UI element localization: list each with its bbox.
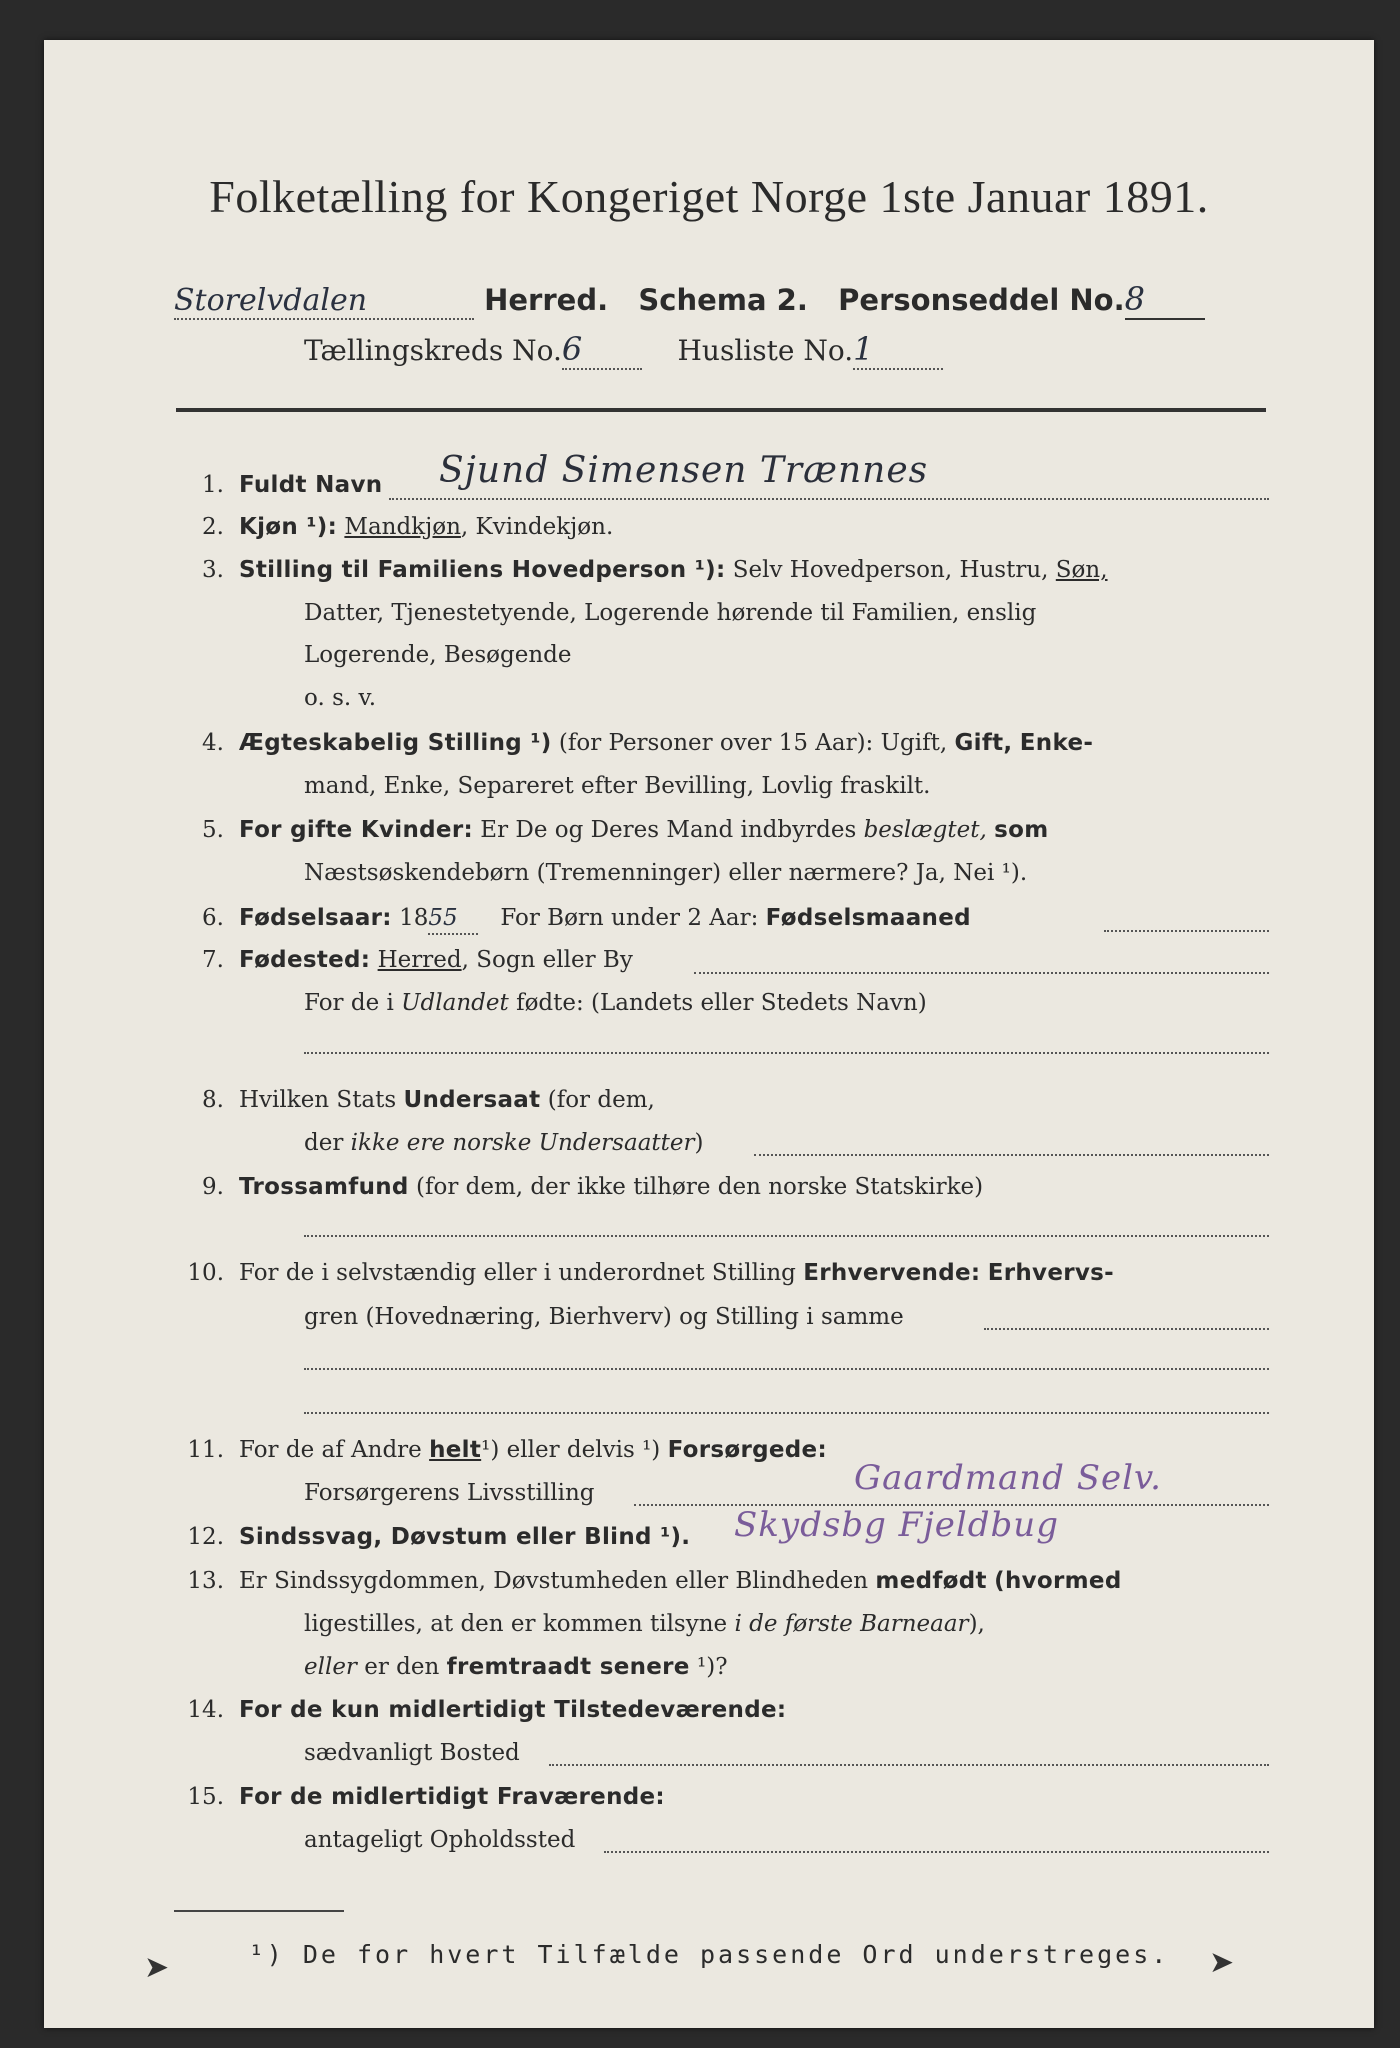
bosted-line	[549, 1764, 1269, 1766]
item-text	[239, 815, 1264, 845]
forsorgede-helt: helt	[429, 1437, 482, 1463]
fodselsaar-prefix: 18	[399, 905, 429, 931]
item-number: 15.	[187, 1784, 224, 1810]
aegteskab-line2: mand, Enke, Separeret efter Bevilling, Lovlig fraskilt.	[304, 773, 931, 799]
item-text	[239, 1695, 1264, 1725]
item-text	[239, 1258, 1264, 1288]
fodselsaar-value: 55	[428, 903, 478, 935]
kjon-option-mand: Mandkjøn	[344, 514, 461, 540]
kjon-option-kvinde: , Kvindekjøn.	[460, 514, 614, 540]
herred-label: Herred.	[484, 283, 609, 317]
sindssygdom-medfodt: medfødt	[875, 1568, 987, 1594]
item-number: 11.	[187, 1437, 224, 1463]
personseddel-value: 8	[1125, 280, 1205, 320]
item-number: 1.	[202, 472, 224, 498]
stats-line2b: )	[694, 1130, 704, 1156]
form-title: Folketælling for Kongeriget Norge 1ste Januar 1891.	[209, 171, 1209, 222]
taellingskreds-line	[304, 330, 943, 370]
personseddel-label: Personseddel No.	[838, 283, 1125, 317]
fodested-line3	[304, 1052, 1269, 1054]
item-text	[239, 945, 1264, 975]
stilling-line3: Logerende, Besøgende	[304, 642, 572, 668]
fuldt-navn-label: Fuldt Navn	[239, 472, 383, 498]
stilling-line2: Datter, Tjenestetyende, Logerende hørende til Familien, enslig	[304, 600, 1037, 626]
stats-rest: (for dem,	[547, 1087, 655, 1113]
fodselsmaaned-line	[1104, 930, 1269, 932]
item-number: 14.	[187, 1697, 224, 1723]
herred-value: Storelvdalen	[174, 283, 474, 320]
item-number: 8.	[202, 1087, 224, 1113]
opholdssted-line	[604, 1851, 1269, 1853]
forsorgede-label: Forsørgede:	[667, 1437, 827, 1463]
fodested-udlandet: Udlandet	[401, 990, 509, 1016]
gifte-kvinder-beslaegtet: beslægtet,	[863, 817, 987, 843]
item-text	[239, 1085, 1264, 1115]
gifte-kvinder-som: som	[994, 817, 1049, 843]
item-number: 10.	[187, 1260, 224, 1286]
fuldt-navn-line	[389, 498, 1269, 500]
sindssygdom-line2a: ligestilles, at den er kommen tilsyne	[304, 1611, 728, 1637]
fodested-options: , Sogn eller By	[461, 947, 633, 973]
sindssygdom-line3a: er den	[364, 1654, 440, 1680]
stats-italic: ikke ere norske Undersaatter	[350, 1130, 695, 1156]
trossamfund-rest: (for dem, der ikke tilhøre den norske Statskirke)	[416, 1174, 984, 1200]
item-number: 3.	[202, 557, 224, 583]
item-text	[239, 728, 1264, 758]
sindssygdom-line1a: Er Sindssygdommen, Døvstumheden eller Blindheden	[239, 1568, 869, 1594]
born-under-2-label: For Børn under 2 Aar:	[500, 905, 759, 931]
fravaerende-label: For de midlertidigt Fraværende:	[239, 1784, 665, 1810]
tilstedevaerende-label: For de kun midlertidigt Tilstedeværende:	[239, 1697, 787, 1723]
stats-undersaat: Undersaat	[403, 1087, 541, 1113]
erhverv-fill1	[984, 1328, 1269, 1330]
sindssygdom-hvormed: (hvormed	[994, 1568, 1122, 1594]
stilling-line4: o. s. v.	[304, 685, 377, 711]
sindssygdom-line3b: ¹)?	[697, 1654, 728, 1680]
forsorgede-line1a: For de af Andre	[239, 1437, 422, 1463]
erhverv-label2: Erhvervs-	[987, 1260, 1115, 1286]
taellingskreds-label: Tællingskreds No.	[304, 334, 562, 367]
sindssygdom-eller: eller	[304, 1654, 357, 1680]
fodested-line2b: fødte: (Landets eller Stedets Navn)	[516, 990, 927, 1016]
item-text	[239, 512, 1264, 542]
sindssygdom-line3	[304, 1652, 1264, 1682]
item-number: 2.	[202, 514, 224, 540]
item-number: 4.	[202, 730, 224, 756]
gifte-kvinder-text: Er De og Deres Mand indbyrdes	[480, 817, 857, 843]
item-number: 6.	[202, 905, 224, 931]
erhverv-line1: For de i selvstændig eller i underordnet Stilling	[239, 1260, 796, 1286]
item-text	[239, 1566, 1264, 1596]
forsorger-answer: Gaardmand Selv.	[854, 1458, 1162, 1498]
header-rule	[176, 408, 1266, 412]
erhverv-fill3	[304, 1412, 1269, 1414]
fodested-line2	[304, 988, 1264, 1018]
sindssygdom-italic: i de første Barneaar	[734, 1611, 969, 1637]
erhverv-fill2	[304, 1368, 1269, 1370]
arrow-mark-icon: ➤	[1209, 1945, 1235, 1980]
item-text	[239, 1172, 1264, 1202]
forsorger-livsstilling-label: Forsørgerens Livsstilling	[304, 1480, 595, 1506]
stats-line2a: der	[304, 1130, 344, 1156]
husliste-value: 1	[853, 330, 943, 370]
item-number: 12.	[187, 1524, 224, 1550]
erhverv-line2: gren (Hovednæring, Bierhverv) og Stilling i samme	[304, 1304, 904, 1330]
census-form-page	[44, 40, 1374, 2028]
sindssvag-label: Sindssvag, Døvstum eller Blind ¹).	[239, 1524, 691, 1550]
fodested-label: Fødested:	[239, 947, 371, 973]
stats-label: Hvilken Stats	[239, 1087, 397, 1113]
herred-line	[174, 280, 1205, 320]
fodested-herred: Herred	[377, 947, 462, 973]
sindssygdom-fremtraadt: fremtraadt senere	[446, 1654, 690, 1680]
gifte-kvinder-line2: Næstsøskendebørn (Tremenninger) eller nærmere? Ja, Nei ¹).	[304, 860, 1028, 886]
sindssygdom-line2b: ),	[968, 1611, 985, 1637]
gifte-kvinder-label: For gifte Kvinder:	[239, 817, 473, 843]
item-text	[239, 1782, 1264, 1812]
fodselsmaaned-label: Fødselsmaaned	[765, 905, 971, 931]
fodested-line2a: For de i	[304, 990, 394, 1016]
aegteskab-label: Ægteskabelig Stilling ¹)	[239, 730, 552, 756]
forsorgede-line1b: ¹) eller delvis ¹)	[481, 1437, 661, 1463]
opholdssted-label: antageligt Opholdssted	[304, 1827, 576, 1853]
fuldt-navn-answer: Sjund Simensen Trænnes	[439, 450, 929, 491]
taellingskreds-value: 6	[562, 330, 642, 370]
sindssvag-answer: Skydsbg Fjeldbug	[734, 1505, 1059, 1545]
kjon-label: Kjøn ¹):	[239, 514, 338, 540]
stilling-option-son: Søn,	[1055, 557, 1108, 583]
stilling-label: Stilling til Familiens Hovedperson ¹):	[239, 557, 726, 583]
stilling-options: Selv Hovedperson, Hustru,	[732, 557, 1049, 583]
item-text	[239, 555, 1264, 585]
trossamfund-label: Trossamfund	[239, 1174, 409, 1200]
fodested-line	[694, 972, 1269, 974]
fodselsaar-label: Fødselsaar:	[239, 905, 392, 931]
aegteskab-gift: Gift,	[954, 730, 1013, 756]
stats-line	[754, 1154, 1269, 1156]
arrow-mark-icon: ➤	[144, 1950, 170, 1985]
bosted-label: sædvanligt Bosted	[304, 1740, 520, 1766]
item-number: 9.	[202, 1174, 224, 1200]
trossamfund-line	[304, 1235, 1269, 1237]
footnote-rule	[174, 1910, 344, 1912]
footnote: ¹) De for hvert Tilfælde passende Ord understreges.	[248, 1940, 1170, 1969]
item-number: 13.	[187, 1568, 224, 1594]
aegteskab-enke: Enke-	[1019, 730, 1094, 756]
item-number: 7.	[202, 947, 224, 973]
schema-label: Schema 2.	[638, 283, 808, 317]
husliste-label: Husliste No.	[677, 334, 854, 367]
sindssygdom-line2	[304, 1609, 1264, 1639]
item-number: 5.	[202, 817, 224, 843]
aegteskab-options: (for Personer over 15 Aar): Ugift,	[558, 730, 948, 756]
erhverv-label: Erhvervende:	[803, 1260, 981, 1286]
